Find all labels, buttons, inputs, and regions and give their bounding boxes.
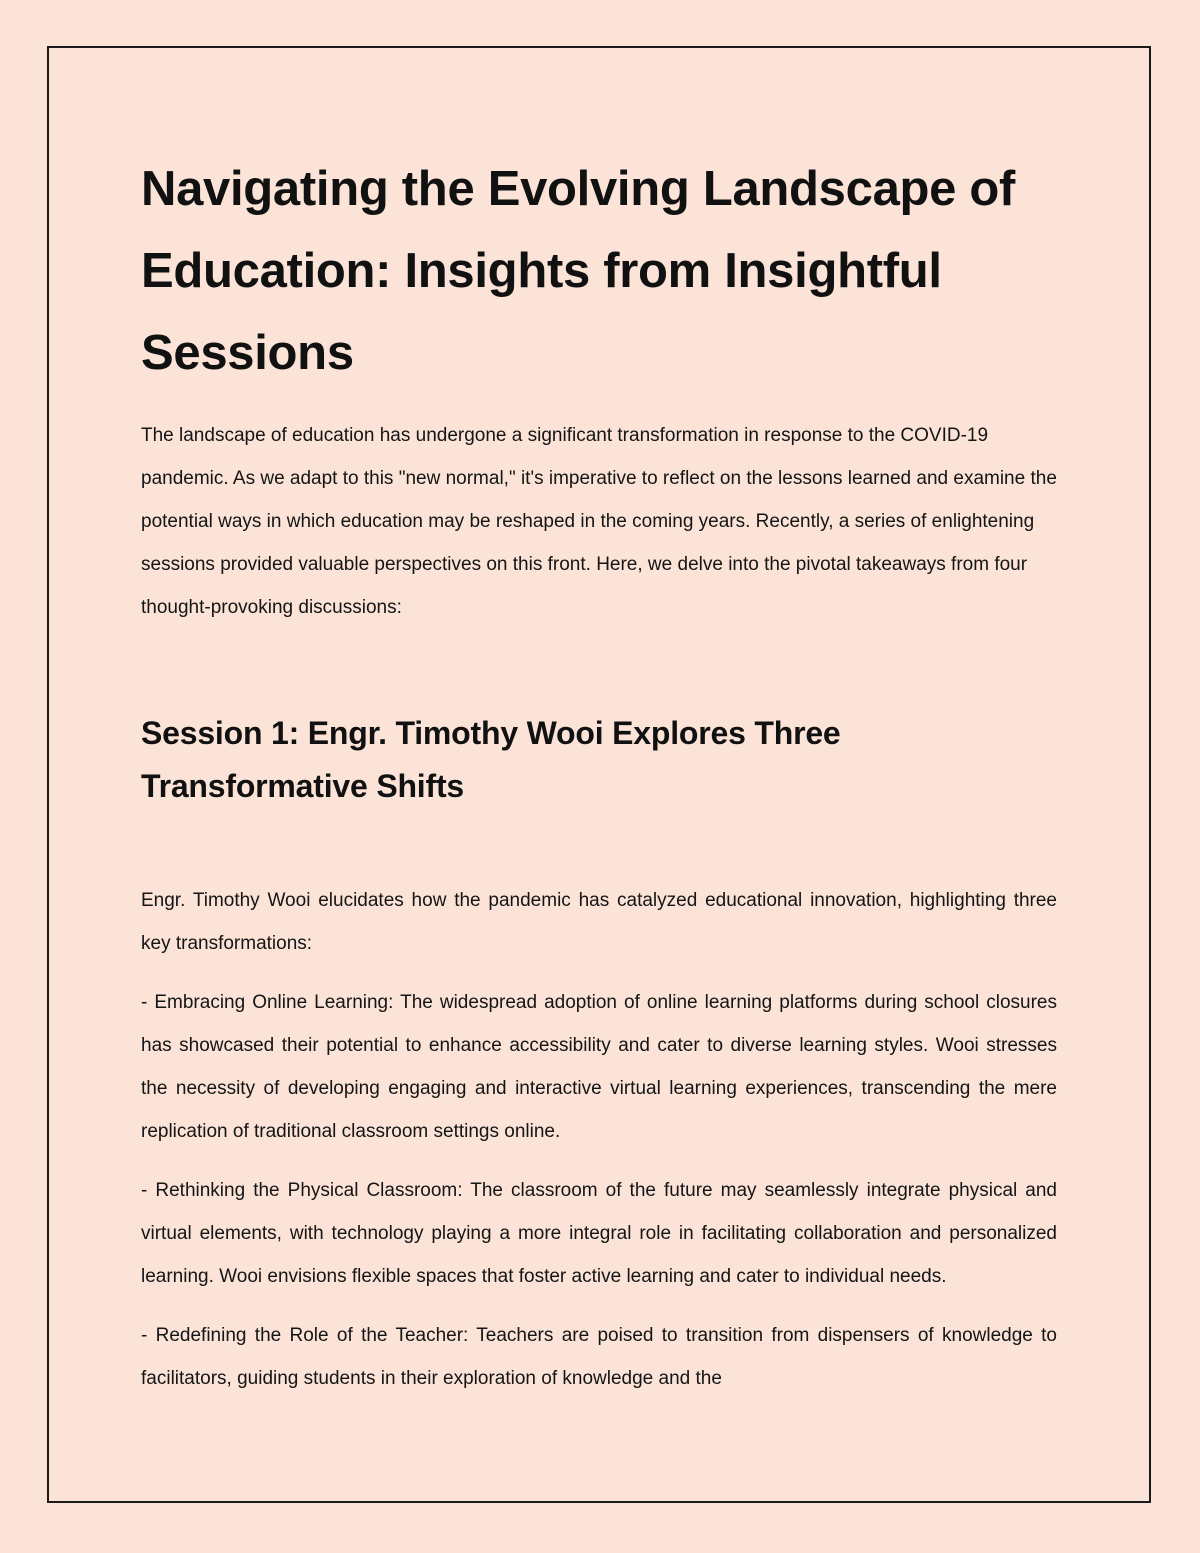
document-title: Navigating the Evolving Landscape of Education: Insights from Insightful Sessions [141,162,1016,380]
session-1-heading: Session 1: Engr. Timothy Wooi Explores Three Transformative Shifts [141,715,841,804]
document-body [141,148,1057,1400]
intro-paragraph: The landscape of education has undergone a significant transformation in response to the COVID-19 pandemic. As we adapt to this "new normal," it's imperative to reflect on the lessons learned and examine the potential ways in which education may be reshaped in the coming years. Recently, a series of enlightening sessions provided valuable perspectives on this front. Here, we delve into the pivotal takeaways from four thought-provoking discussions: [141,425,1057,618]
bullet-physical-classroom: - Rethinking the Physical Classroom: The classroom of the future may seamlessly integrate physical and virtual elements, with technology playing a more integral role in facilitating collaboration and personalized learning. Wooi envisions flexible spaces that foster active learning and cater to individual needs. [141,1180,1057,1287]
session-1-lead-paragraph: Engr. Timothy Wooi elucidates how the pandemic has catalyzed educational innovation, highlighting three key transformations: [141,890,1057,954]
bullet-online-learning: - Embracing Online Learning: The widespread adoption of online learning platforms during school closures has showcased their potential to enhance accessibility and cater to diverse learning styles. Wooi stresses the necessity of developing engaging and interactive virtual learning experiences, transcending the mere replication of traditional classroom settings online. [141,992,1057,1142]
bullet-teacher-role: - Redefining the Role of the Teacher: Teachers are poised to transition from dispensers of knowledge to facilitators, guiding students in their exploration of knowledge and the [141,1325,1057,1389]
